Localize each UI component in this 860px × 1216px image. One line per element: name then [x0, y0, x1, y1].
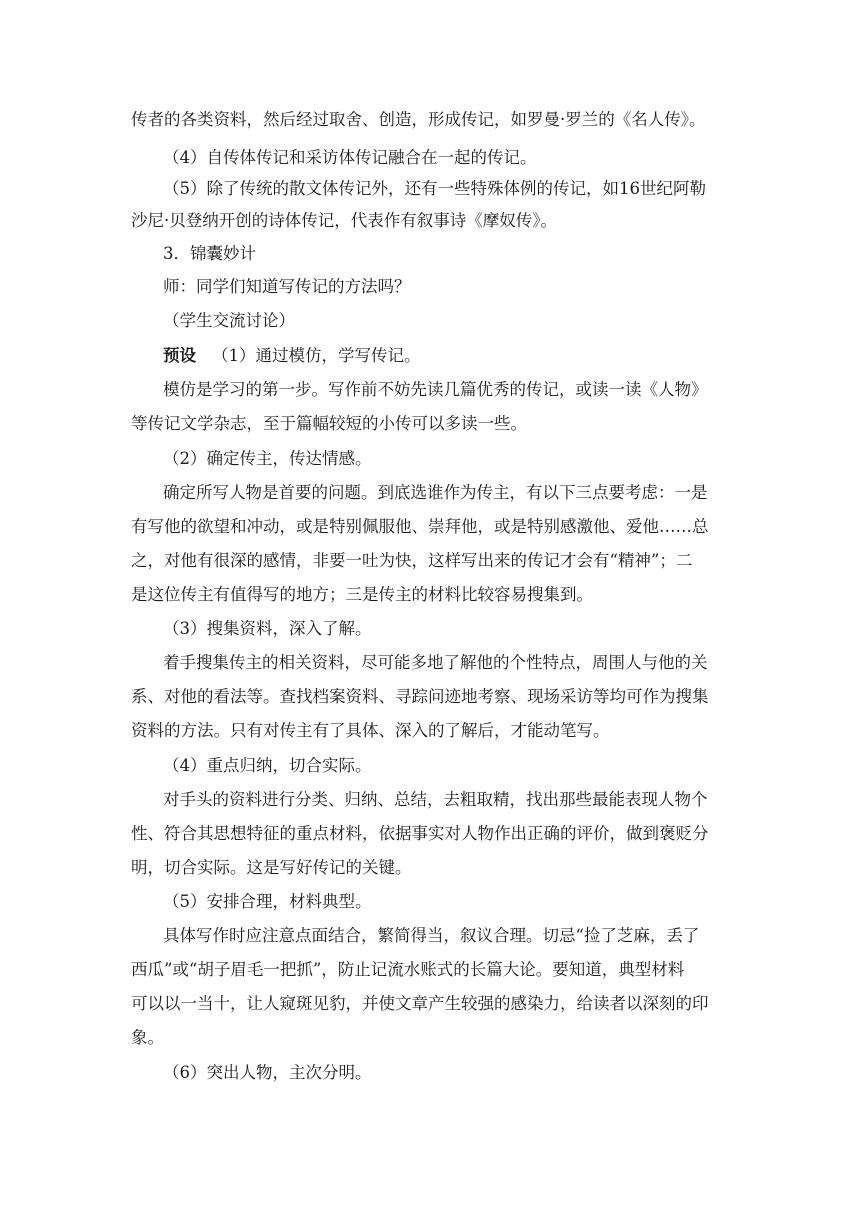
text-line: （6）突出人物，主次分明。 — [163, 1063, 372, 1082]
text-line: 可以以一当十，让人窥斑见豹，并使文章产生较强的感染力，给读者以深刻的印 — [131, 994, 709, 1013]
text-line: （2）确定传主，传达情感。 — [163, 449, 372, 468]
text-line: 着手搜集传主的相关资料，尽可能多地了解他的个性特点，周围人与他的关 — [163, 653, 708, 672]
text-line: 沙尼·贝登纳开创的诗体传记，代表作有叙事诗《摩奴传》。 — [131, 211, 557, 230]
text-line: （5）除了传统的散文体传记外，还有一些特殊体例的传记，如16世纪阿勒 — [163, 179, 706, 198]
preset-text: （1）通过模仿，学写传记。 — [212, 346, 421, 365]
section-heading: 3．锦囊妙计 — [163, 244, 256, 263]
text-line: 有写他的欲望和冲动，或是特别佩服他、崇拜他，或是特别感激他、爱他……总 — [131, 517, 709, 536]
preset-line — [0, 341, 860, 371]
text-line: 性、符合其思想特征的重点材料，依据事实对人物作出正确的评价，做到褒贬分 — [131, 824, 709, 843]
text-line: 模仿是学习的第一步。写作前不妨先读几篇优秀的传记，或读一读《人物》 — [163, 380, 708, 399]
preset-label: 预设 — [163, 346, 196, 365]
text-line: 具体写作时应注意点面结合，繁简得当，叙议合理。切忌“捡了芝麻，丢了 — [163, 926, 700, 945]
text-line: 是这位传主有值得写的地方；三是传主的材料比较容易搜集到。 — [131, 585, 593, 604]
text-line: 确定所写人物是首要的问题。到底选谁作为传主，有以下三点要考虑：一是 — [163, 483, 708, 502]
text-line: （3）搜集资料，深入了解。 — [163, 619, 372, 638]
text-line: （5）安排合理，材料典型。 — [163, 892, 372, 911]
text-line: （4）自传体传记和采访体传记融合在一起的传记。 — [163, 148, 537, 167]
text-line: 传者的各类资料，然后经过取舍、创造，形成传记，如罗曼·罗兰的《名人传》。 — [131, 110, 706, 129]
text-line: 等传记文学杂志，至于篇幅较短的小传可以多读一些。 — [131, 414, 527, 433]
text-line: 象。 — [131, 1028, 164, 1047]
text-line: 师：同学们知道写传记的方法吗？ — [163, 277, 411, 296]
text-line: 西瓜”或“胡子眉毛一把抓”，防止记流水账式的长篇大论。要知道，典型材料 — [131, 960, 685, 979]
text-line: 系、对他的看法等。查找档案资料、寻踪问迹地考察、现场采访等均可作为搜集 — [131, 687, 709, 706]
text-line: 资料的方法。只有对传主有了具体、深入的了解后，才能动笔写。 — [131, 721, 610, 740]
text-line: （4）重点归纳，切合实际。 — [163, 756, 372, 775]
text-line: 之，对他有很深的感情，非要一吐为快，这样写出来的传记才会有“精神”；二 — [131, 551, 693, 570]
text-line: （学生交流讨论） — [163, 311, 295, 330]
text-line: 明，切合实际。这是写好传记的关键。 — [131, 858, 412, 877]
text-line: 对手头的资料进行分类、归纳、总结，去粗取精，找出那些最能表现人物个 — [163, 790, 708, 809]
